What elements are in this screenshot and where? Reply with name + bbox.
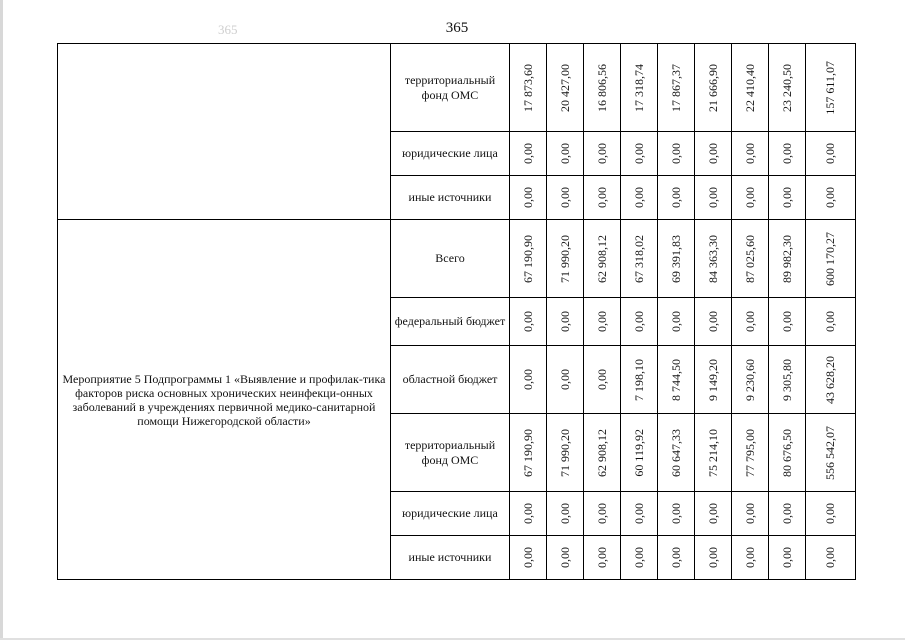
total-cell <box>806 220 856 298</box>
year-value-cell <box>584 414 621 492</box>
year-value-cell <box>510 298 547 346</box>
value-text: 0,00 <box>594 187 609 208</box>
value-text: 0,00 <box>668 143 683 164</box>
value-text: 556 542,07 <box>823 425 837 480</box>
value-text: 17 867,37 <box>668 63 683 112</box>
year-value-cell <box>658 298 695 346</box>
value-text: 0,00 <box>705 547 720 568</box>
value-text: 21 666,90 <box>705 63 720 112</box>
year-value-cell <box>547 298 584 346</box>
year-value-cell <box>584 536 621 580</box>
funding-source: территориальный фонд ОМС <box>391 414 510 492</box>
value-text: 60 119,92 <box>631 428 646 477</box>
year-value-cell <box>732 492 769 536</box>
year-value-cell <box>732 298 769 346</box>
year-value-cell <box>547 492 584 536</box>
year-value-cell <box>732 44 769 132</box>
value-text: 0,00 <box>742 547 757 568</box>
budget-table <box>57 43 856 580</box>
year-value-cell <box>510 44 547 132</box>
value-text: 0,00 <box>779 187 794 208</box>
value-text: 0,00 <box>779 143 794 164</box>
value-text: 80 676,50 <box>779 428 794 477</box>
value-text: 0,00 <box>779 503 794 524</box>
value-text: 0,00 <box>742 187 757 208</box>
total-cell <box>806 536 856 580</box>
year-value-cell <box>658 414 695 492</box>
year-value-cell <box>695 220 732 298</box>
year-value-cell <box>695 132 732 176</box>
value-text: 0,00 <box>594 547 609 568</box>
year-value-cell <box>732 220 769 298</box>
year-value-cell <box>769 346 806 414</box>
value-text: 16 806,56 <box>594 63 609 112</box>
year-value-cell <box>510 132 547 176</box>
value-text: 0,00 <box>520 547 535 568</box>
year-value-cell <box>769 298 806 346</box>
year-value-cell <box>621 132 658 176</box>
year-value-cell <box>621 346 658 414</box>
value-text: 67 318,02 <box>631 234 646 283</box>
funding-source: федеральный бюджет <box>391 298 510 346</box>
value-text: 60 647,33 <box>668 428 683 477</box>
value-text: 0,00 <box>631 143 646 164</box>
year-value-cell <box>584 132 621 176</box>
year-value-cell <box>769 132 806 176</box>
value-text: 84 363,30 <box>705 234 720 283</box>
year-value-cell <box>695 346 732 414</box>
value-text: 0,00 <box>823 143 837 164</box>
year-value-cell <box>658 44 695 132</box>
year-value-cell <box>510 414 547 492</box>
value-text: 0,00 <box>668 547 683 568</box>
total-cell <box>806 176 856 220</box>
total-cell <box>806 44 856 132</box>
value-text: 9 230,60 <box>742 358 757 401</box>
value-text: 0,00 <box>557 369 572 390</box>
year-value-cell <box>695 492 732 536</box>
year-value-cell <box>547 44 584 132</box>
year-value-cell <box>584 492 621 536</box>
value-text: 0,00 <box>779 311 794 332</box>
event-description: Мероприятие 5 Подпрограммы 1 «Выявление и профилак-тика факторов риска основных хронических неинфекци-онных заболеваний в учреждениях первичной медико-санитарной помощи Нижегородской области» <box>58 220 391 580</box>
year-value-cell <box>584 346 621 414</box>
value-text: 89 982,30 <box>779 234 794 283</box>
year-value-cell <box>584 176 621 220</box>
funding-source: Всего <box>391 220 510 298</box>
value-text: 0,00 <box>631 547 646 568</box>
value-text: 157 611,07 <box>823 60 837 115</box>
year-value-cell <box>621 536 658 580</box>
value-text: 0,00 <box>631 187 646 208</box>
year-value-cell <box>695 536 732 580</box>
value-text: 0,00 <box>705 311 720 332</box>
value-text: 0,00 <box>668 187 683 208</box>
value-text: 0,00 <box>557 187 572 208</box>
scan-edge <box>0 0 3 640</box>
year-value-cell <box>769 536 806 580</box>
value-text: 87 025,60 <box>742 234 757 283</box>
value-text: 0,00 <box>823 311 837 332</box>
year-value-cell <box>621 176 658 220</box>
year-value-cell <box>732 176 769 220</box>
year-value-cell <box>547 414 584 492</box>
year-value-cell <box>658 346 695 414</box>
value-text: 17 873,60 <box>520 63 535 112</box>
value-text: 22 410,40 <box>742 63 757 112</box>
value-text: 9 305,80 <box>779 358 794 401</box>
value-text: 0,00 <box>742 143 757 164</box>
value-text: 0,00 <box>520 369 535 390</box>
value-text: 0,00 <box>520 143 535 164</box>
year-value-cell <box>769 492 806 536</box>
year-value-cell <box>621 414 658 492</box>
value-text: 0,00 <box>520 503 535 524</box>
value-text: 0,00 <box>557 143 572 164</box>
year-value-cell <box>732 536 769 580</box>
year-value-cell <box>510 346 547 414</box>
year-value-cell <box>510 220 547 298</box>
year-value-cell <box>584 44 621 132</box>
year-value-cell <box>547 220 584 298</box>
year-value-cell <box>769 176 806 220</box>
total-cell <box>806 414 856 492</box>
value-text: 77 795,00 <box>742 428 757 477</box>
value-text: 71 990,20 <box>557 428 572 477</box>
value-text: 0,00 <box>520 187 535 208</box>
budget-table-body <box>58 44 856 580</box>
value-text: 0,00 <box>823 187 837 208</box>
year-value-cell <box>510 176 547 220</box>
year-value-cell <box>658 220 695 298</box>
year-value-cell <box>547 536 584 580</box>
funding-source: юридические лица <box>391 492 510 536</box>
year-value-cell <box>695 176 732 220</box>
year-value-cell <box>510 492 547 536</box>
value-text: 0,00 <box>520 311 535 332</box>
total-cell <box>806 132 856 176</box>
year-value-cell <box>769 414 806 492</box>
year-value-cell <box>732 346 769 414</box>
table-row <box>58 220 856 298</box>
value-text: 600 170,27 <box>823 231 837 286</box>
value-text: 9 149,20 <box>705 358 720 401</box>
value-text: 0,00 <box>631 503 646 524</box>
year-value-cell <box>769 220 806 298</box>
year-value-cell <box>621 492 658 536</box>
value-text: 7 198,10 <box>631 358 646 401</box>
year-value-cell <box>547 132 584 176</box>
year-value-cell <box>658 492 695 536</box>
year-value-cell <box>732 414 769 492</box>
page-number: 365 <box>445 20 469 36</box>
total-cell <box>806 298 856 346</box>
value-text: 62 908,12 <box>594 428 609 477</box>
year-value-cell <box>510 536 547 580</box>
year-value-cell <box>695 414 732 492</box>
funding-source: областной бюджет <box>391 346 510 414</box>
value-text: 0,00 <box>668 503 683 524</box>
value-text: 62 908,12 <box>594 234 609 283</box>
year-value-cell <box>658 536 695 580</box>
value-text: 0,00 <box>631 311 646 332</box>
year-value-cell <box>658 132 695 176</box>
year-value-cell <box>769 44 806 132</box>
value-text: 0,00 <box>705 187 720 208</box>
year-value-cell <box>584 298 621 346</box>
value-text: 0,00 <box>594 143 609 164</box>
funding-source: иные источники <box>391 176 510 220</box>
funding-source: иные источники <box>391 536 510 580</box>
value-text: 0,00 <box>594 503 609 524</box>
year-value-cell <box>547 346 584 414</box>
value-text: 67 190,90 <box>520 234 535 283</box>
value-text: 0,00 <box>668 311 683 332</box>
year-value-cell <box>732 132 769 176</box>
year-value-cell <box>621 44 658 132</box>
value-text: 20 427,00 <box>557 63 572 112</box>
value-text: 0,00 <box>779 547 794 568</box>
year-value-cell <box>695 44 732 132</box>
value-text: 0,00 <box>705 503 720 524</box>
year-value-cell <box>695 298 732 346</box>
year-value-cell <box>621 220 658 298</box>
value-text: 0,00 <box>594 311 609 332</box>
value-text: 75 214,10 <box>705 428 720 477</box>
value-text: 0,00 <box>823 503 837 524</box>
value-text: 0,00 <box>742 311 757 332</box>
value-text: 8 744,50 <box>668 358 683 401</box>
funding-source: юридические лица <box>391 132 510 176</box>
total-cell <box>806 346 856 414</box>
year-value-cell <box>658 176 695 220</box>
value-text: 23 240,50 <box>779 63 794 112</box>
total-cell <box>806 492 856 536</box>
value-text: 0,00 <box>742 503 757 524</box>
event-cell-continued <box>58 44 391 220</box>
value-text: 71 990,20 <box>557 234 572 283</box>
value-text: 43 628,20 <box>823 355 837 404</box>
value-text: 0,00 <box>557 547 572 568</box>
value-text: 17 318,74 <box>631 63 646 112</box>
value-text: 0,00 <box>823 547 837 568</box>
value-text: 0,00 <box>594 369 609 390</box>
funding-source: территориальный фонд ОМС <box>391 44 510 132</box>
value-text: 67 190,90 <box>520 428 535 477</box>
table-row <box>58 44 856 132</box>
year-value-cell <box>547 176 584 220</box>
year-value-cell <box>584 220 621 298</box>
value-text: 69 391,83 <box>668 234 683 283</box>
value-text: 0,00 <box>557 503 572 524</box>
value-text: 0,00 <box>705 143 720 164</box>
year-value-cell <box>621 298 658 346</box>
value-text: 0,00 <box>557 311 572 332</box>
ghost-page-number: 365 <box>218 22 238 37</box>
